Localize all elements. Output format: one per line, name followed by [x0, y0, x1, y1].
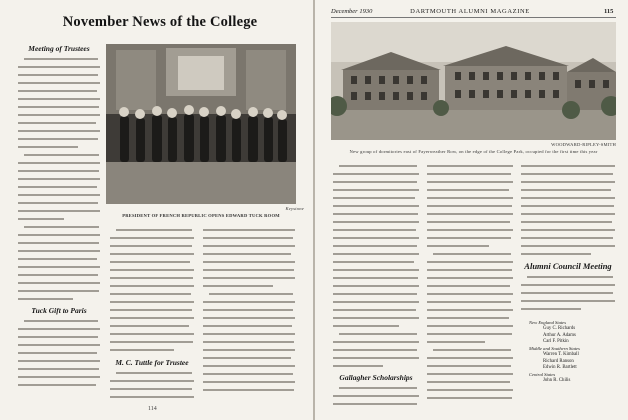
- council-member-list: [529, 320, 617, 385]
- page-number-left: 114: [148, 406, 157, 412]
- photo-caption-dormitories: New group of dormitories east of Fayerweather Row, on the edge of the College Park, occupied for the first time this year: [349, 149, 598, 154]
- council-member: Richard Ranson: [543, 358, 574, 364]
- council-region-middle-southern: Middle and Southern States: [529, 345, 580, 351]
- photo-credit-woodward: WOODWARD-RIPLEY-SMITH: [551, 142, 616, 147]
- section-heading-alumni-council: Alumni Council Meeting: [524, 261, 612, 271]
- section-heading-meeting-of-trustees: Meeting of Trustees: [28, 44, 90, 53]
- running-head-rule: [331, 17, 616, 18]
- photo-tuck-room-opening: [106, 44, 296, 204]
- council-member: Carl F. Pitkin: [543, 339, 569, 345]
- section-heading-gallagher: Gallagher Scholarships: [339, 373, 413, 382]
- left-column-3: [203, 226, 295, 394]
- running-head-date: December 1930: [331, 8, 373, 15]
- photo-caption-tuck-room: PRESIDENT OF FRENCH REPUBLIC OPENS EDWARD TUCK ROOM: [122, 213, 280, 218]
- photo-credit-keystone: Keystone: [285, 206, 304, 211]
- council-member: Warren T. Kimball: [543, 352, 579, 358]
- running-head-page: 115: [604, 8, 614, 15]
- left-column-1: [18, 44, 100, 389]
- council-member: Arthur A. Adams: [543, 332, 576, 338]
- council-member: Guy C. Richards: [543, 326, 576, 332]
- photo-dormitories: [331, 22, 616, 140]
- council-member: John R. Chilis: [543, 378, 571, 384]
- section-heading-tuttle: M. C. Tuttle for Trustee: [115, 358, 189, 367]
- right-page: [315, 0, 628, 420]
- page-title: November News of the College: [62, 14, 258, 30]
- section-heading-tuck-gift: Tuck Gift to Paris: [31, 306, 87, 315]
- right-column-2: [427, 162, 513, 402]
- council-region-new-england: New England States: [529, 320, 567, 325]
- running-head-magazine: DARTMOUTH ALUMNI MAGAZINE: [410, 8, 530, 15]
- right-column-3: [521, 162, 615, 313]
- right-column-1: [333, 162, 419, 408]
- council-region-central: Central States: [529, 371, 556, 377]
- photo-dormitories-image: [331, 22, 616, 140]
- left-page: [0, 0, 313, 420]
- left-column-2: [110, 226, 194, 401]
- photo-tuck-room-image: [106, 44, 296, 204]
- council-member: Edwin R. Bartlett: [543, 365, 577, 371]
